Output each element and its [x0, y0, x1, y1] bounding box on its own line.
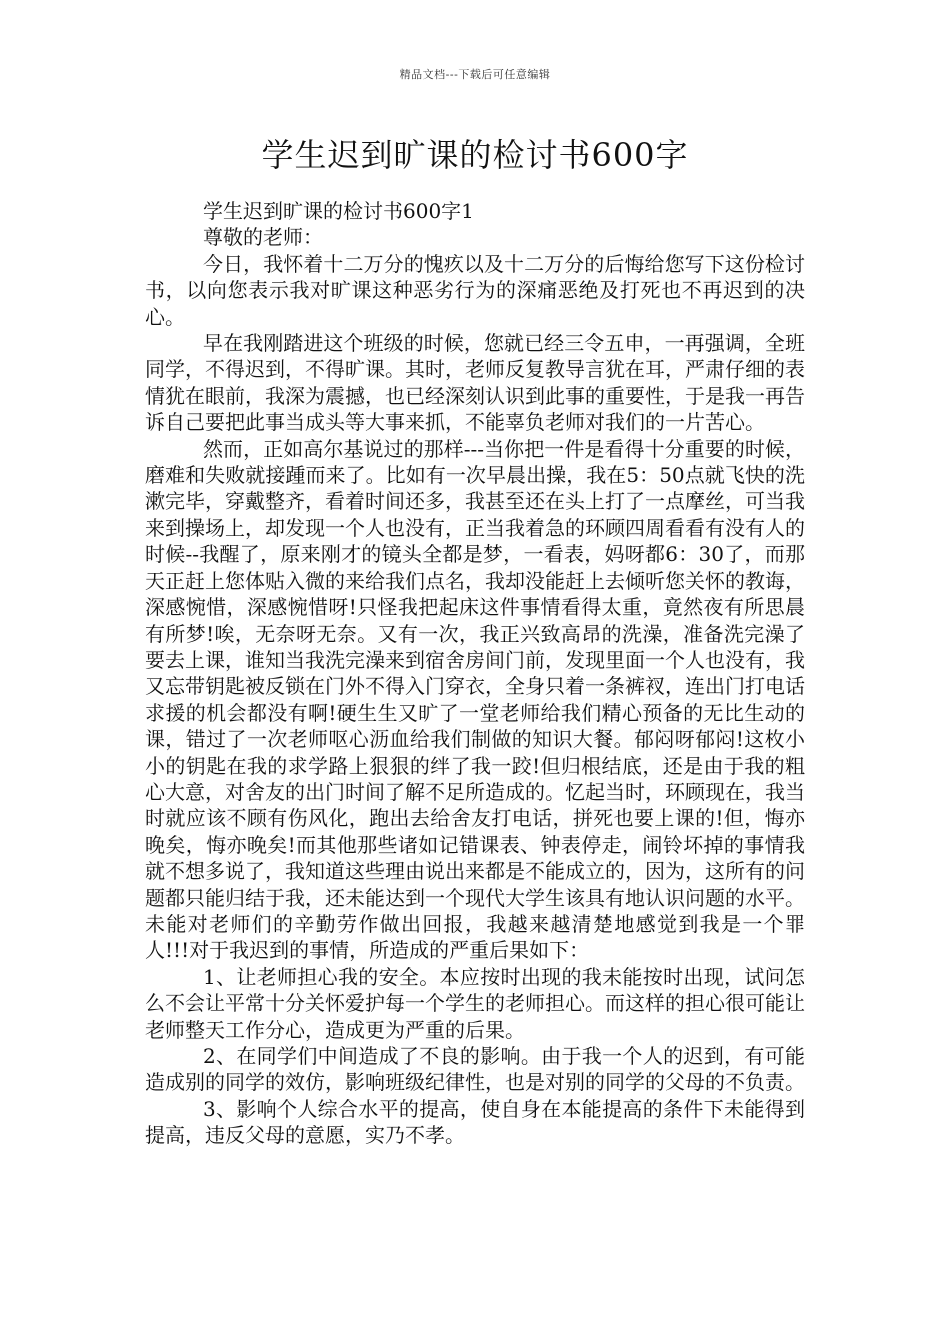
paragraph-background: 早在我刚踏进这个班级的时候，您就已经三令五申，一再强调，全班同学，不得迟到，不得旷课。其时，老师反复教导言犹在耳，严肃仔细的表情犹在眼前，我深为震撼，也已经深刻认识到此事的重要性，于是我一再告诉自己要把此事当成头等大事来抓，不能辜负老师对我们的一片苦心。 — [145, 331, 805, 435]
document-subtitle: 学生迟到旷课的检讨书600字1 — [203, 199, 474, 223]
page-header: 精品文档---下载后可任意编辑 — [399, 68, 551, 81]
paragraph-consequence-2: 2、在同学们中间造成了不良的影响。由于我一个人的迟到，有可能造成别的同学的效仿，影响班级纪律性，也是对别的同学的父母的不负责。 — [145, 1044, 805, 1095]
paragraph-intro: 今日，我怀着十二万分的愧疚以及十二万分的后悔给您写下这份检讨书，以向您表示我对旷课这种恶劣行为的深痛恶绝及打死也不再迟到的决心。 — [145, 251, 805, 329]
document-body — [145, 198, 805, 1149]
paragraph-incidents: 然而，正如高尔基说过的那样---当你把一件是看得十分重要的时候，磨难和失败就接踵而来了。比如有一次早晨出操，我在5：50点就飞快的洗漱完毕，穿戴整齐，看着时间还多，我甚至还在头上打了一点摩丝，可当我来到操场上，却发现一个人也没有，正当我着急的环顾四周看看有没有人的时候--我醒了，原来刚才的镜头全都是梦，一看表，妈呀都6：30了，而那天正赶上您体贴入微的来给我们点名，我却没能赶上去倾听您关怀的教诲，深感惋惜，深感惋惜呀!只怪我把起床这件事情看得太重，竟然夜有所思晨有所梦!唉，无奈呀无奈。又有一次，我正兴致高昂的洗澡，准备洗完澡了要去上课，谁知当我洗完澡来到宿舍房间门前，发现里面一个人也没有，我又忘带钥匙被反锁在门外不得入门穿衣，全身只着一条裤衩，连出门打电话求援的机会都没有啊!硬生生又旷了一堂老师给我们精心预备的无比生动的课，错过了一次老师呕心沥血给我们制做的知识大餐。郁闷呀郁闷!这枚小小的钥匙在我的求学路上狠狠的绊了我一跤!但归根结底，还是由于我的粗心大意，对舍友的出门时间了解不足所造成的。忆起当时，环顾现在，我当时就应该不顾有伤风化，跑出去给舍友打电话，拼死也要上课的!但，悔亦晚矣，悔亦晚矣!而其他那些诸如记错课表、钟表停走，闹铃坏掉的事情我就不想多说了，我知道这些理由说出来都是不能成立的，因为，这所有的问题都只能归结于我，还未能达到一个现代大学生该具有地认识问题的水平。未能对老师们的辛勤劳作做出回报，我越来越清楚地感觉到我是一个罪人!!!对于我迟到的事情，所造成的严重后果如下： — [145, 436, 805, 963]
paragraph-consequence-1: 1、让老师担心我的安全。本应按时出现的我未能按时出现，试问怎么不会让平常十分关怀爱护每一个学生的老师担心。而这样的担心很可能让老师整天工作分心，造成更为严重的后果。 — [145, 964, 805, 1042]
paragraph-consequence-3: 3、影响个人综合水平的提高，使自身在本能提高的条件下未能得到提高，违反父母的意愿，实乃不孝。 — [145, 1096, 805, 1148]
document-title: 学生迟到旷课的检讨书600字 — [261, 136, 689, 174]
salutation: 尊敬的老师： — [203, 225, 323, 250]
